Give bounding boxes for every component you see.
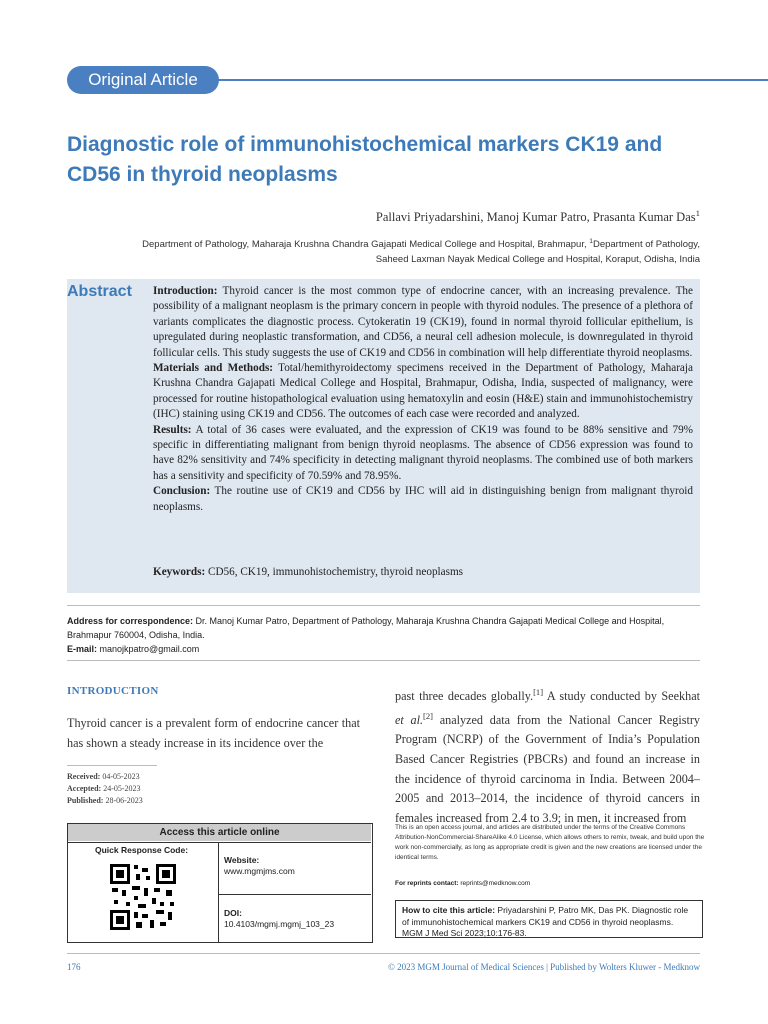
qr-label: Quick Response Code: — [95, 845, 189, 855]
abstract-label: Abstract — [67, 283, 132, 300]
article-type-badge: Original Article — [67, 66, 219, 94]
footer-rule — [67, 953, 700, 954]
authors: Pallavi Priyadarshini, Manoj Kumar Patro, Prasanta Kumar Das$^1$ — [375, 208, 700, 225]
affiliations: Department of Pathology, Maharaja Krushna Chandra Gajapati Medical College and Hospital, Brahmapur, $^1$Department of Pathology, Saheed Laxman Nayak Medical College and Hospital, Koraput, Odisha, India — [142, 238, 700, 266]
abstract-text: Introduction: Thyroid cancer is the most common type of endocrine cancer, with an increasing prevalence. The possibility of a malignant neoplasm is the primary concern in people with thyroid nodules. The presence of a plethora of variants complicates the diagnostic process. Cytokeratin 19 (CK19), found in normal thyroid follicular epithelium, is upregulated during neoplastic transformation, and CD56, a neural cell adhesion molecule, is downregulated in thyroid follicular cells. This study suggests the use of CK19 and CD56 in combination will help differentiate thyroid neoplasms. Materials and Methods: Total/hemithyroidectomy specimens received in the Department of Pathology, Maharaja Krushna Chandra Gajapati Medical College and Hospital, Brahmapur, Odisha, India, suspected of malignancy, were processed for routine histopathological evaluation using hematoxylin and eosin (H&E) stain and immunohistochemistry (IHC) staining using CK19 and CD56. The outcomes of each case were recorded and analyzed. Results: A total of 36 cases were evaluated, and the expression of CK19 was found to be 88% sensitive and 79% specific in differentiating malignant from benign thyroid neoplasms. The absence of CD56 expression was found to have 82% sensitivity and 74% specificity in detecting malignant thyroid neoplasms. The combined use of both markers has a sensitivity and specificity of 70.59% and 78.95%. Conclusion: The routine use of CK19 and CD56 by IHC will aid in distinguishing benign from malignant thyroid neoplasms. — [153, 285, 693, 513]
divider — [67, 765, 157, 766]
citation-box: How to cite this article: Priyadarshini P, Patro MK, Das PK. Diagnostic role of immunohistochemical markers CK19 and CD56 in thyroid neoplasms. MGM J Med Sci 2023;10:176-83. — [395, 900, 703, 938]
divider — [218, 842, 219, 942]
qr-code-icon[interactable] — [108, 862, 178, 932]
website-label: Website: — [224, 855, 260, 865]
page-number: 176 — [67, 962, 81, 972]
divider — [67, 660, 700, 661]
divider — [218, 894, 371, 895]
doi-link[interactable]: 10.4103/mgmj.mgmj_103_23 — [224, 919, 335, 929]
license-text: This is an open access journal, and articles are distributed under the terms of the Creative Commons Attribution-NonCommercial-ShareAlike 4.0 License, which allows others to remix, tweak, and build upon the work non-commercially, as long as appropriate credit is given and the new creations are licensed under the identical terms. — [395, 824, 705, 861]
doi-label: DOI: — [224, 908, 242, 918]
footer-copyright: © 2023 MGM Journal of Medical Sciences | Published by Wolters Kluwer - Medknow — [388, 962, 700, 972]
website-link[interactable]: www.mgmjms.com — [224, 866, 295, 876]
reprints: For reprints contact: reprints@medknow.com — [395, 880, 531, 887]
correspondence: Address for correspondence: Dr. Manoj Kumar Patro, Department of Pathology, Maharaja Krushna Chandra Gajapati Medical College and Hospital, Brahmapur 760004, Odisha, India. E-mail: manojkpatro@gmail.com — [67, 616, 665, 654]
intro-right-text: past three decades globally.[1] A study conducted by Seekhat et al.[2] analyzed data from the National Cancer Registry Program (NCRP) of the Government of India’s Population Based Cancer Registries (PBCRs) and found an increase in the incidence of thyroid carcinoma in India. Between 2004–2005 and 2013–2014, the incidence of thyroid cancers in females increased from 2.4 to 3.9; in men, it increased from — [395, 687, 700, 825]
email-link[interactable]: manojkpatro@gmail.com — [99, 644, 200, 654]
article-title: Diagnostic role of immunohistochemical markers CK19 and CD56 in thyroid neoplasms — [67, 133, 663, 186]
article-dates: Received: 04-05-2023 Accepted: 24-05-2023 Published: 28-06-2023 — [67, 772, 143, 805]
section-heading: INTRODUCTION — [67, 685, 159, 697]
keywords: Keywords: CD56, CK19, immunohistochemistry, thyroid neoplasms — [153, 566, 464, 578]
divider — [67, 605, 700, 606]
access-header: Access this article online — [68, 824, 371, 841]
divider — [68, 842, 371, 843]
intro-left-text: Thyroid cancer is a prevalent form of endocrine cancer that has shown a steady increase in its incidence over the — [67, 716, 360, 750]
